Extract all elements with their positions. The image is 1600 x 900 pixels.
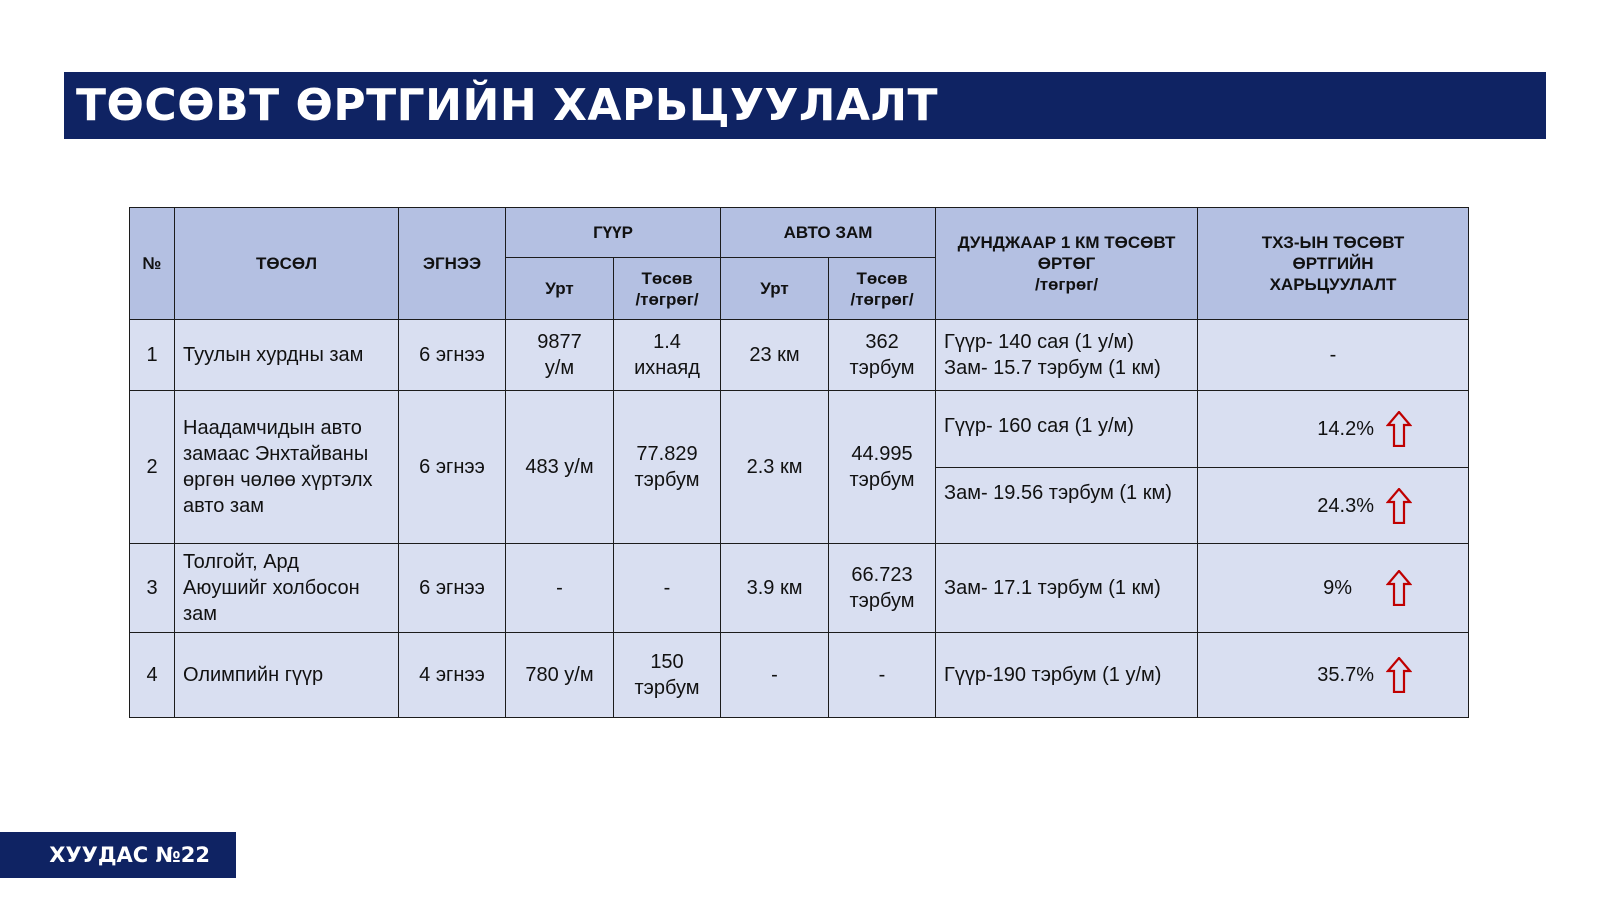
header-bridge-budget: Төсөв /төгрөг/ <box>614 258 721 320</box>
row-road-length: 23 км <box>721 320 829 391</box>
row-project: Наадамчидын авто замаас Энхтайваны өргөн чөлөө хүртэлх авто зам <box>175 391 399 544</box>
row-comparison-bridge: 14.2% <box>1198 391 1469 468</box>
row-no: 1 <box>130 320 175 391</box>
header-bridge-length: Урт <box>506 258 614 320</box>
header-road: АВТО ЗАМ <box>721 208 936 258</box>
row-road-budget: 362 тэрбум <box>829 320 936 391</box>
cost-comparison-table <box>129 207 1469 718</box>
header-road-length: Урт <box>721 258 829 320</box>
row-bridge-length: 9877 у/м <box>506 320 614 391</box>
row-lanes: 6 эгнээ <box>399 391 506 544</box>
table-row <box>130 633 1469 718</box>
row-comparison: 9% <box>1198 544 1469 633</box>
row-comparison: 35.7% <box>1198 633 1469 718</box>
row-avg-cost-bridge: Гүүр- 160 сая (1 у/м) <box>936 391 1198 468</box>
row-project: Туулын хурдны зам <box>175 320 399 391</box>
header-bridge: ГҮҮР <box>506 208 721 258</box>
up-arrow-outline-icon <box>1386 657 1412 693</box>
table-row <box>130 544 1469 633</box>
row-comparison: - <box>1198 320 1469 391</box>
row-road-length: 3.9 км <box>721 544 829 633</box>
header-project: ТӨСӨЛ <box>175 208 399 320</box>
header-lanes: ЭГНЭЭ <box>399 208 506 320</box>
row-avg-cost: Гүүр- 140 сая (1 у/м) Зам- 15.7 тэрбум (1 км) <box>936 320 1198 391</box>
page-number: ХУУДАС №22 <box>49 843 210 867</box>
row-road-budget: - <box>829 633 936 718</box>
row-lanes: 6 эгнээ <box>399 544 506 633</box>
row-comparison-road: 24.3% <box>1198 468 1469 544</box>
row-bridge-budget: 150 тэрбум <box>614 633 721 718</box>
table-row <box>130 320 1469 391</box>
row-bridge-length: 780 у/м <box>506 633 614 718</box>
page-title: ТӨСӨВТ ӨРТГИЙН ХАРЬЦУУЛАЛТ <box>76 80 939 131</box>
up-arrow-outline-icon <box>1386 411 1412 447</box>
row-project: Толгойт, Ард Аюушийг холбосон зам <box>175 544 399 633</box>
row-no: 2 <box>130 391 175 544</box>
row-bridge-length: - <box>506 544 614 633</box>
row-bridge-length: 483 у/м <box>506 391 614 544</box>
row-bridge-budget: 77.829 тэрбум <box>614 391 721 544</box>
row-bridge-budget: 1.4 ихнаяд <box>614 320 721 391</box>
header-road-budget: Төсөв /төгрөг/ <box>829 258 936 320</box>
header-avg-cost: ДУНДЖААР 1 КМ ТӨСӨВТ ӨРТӨГ /төгрөг/ <box>936 208 1198 320</box>
page-number-tag <box>0 832 236 878</box>
row-lanes: 4 эгнээ <box>399 633 506 718</box>
row-avg-cost: Зам- 17.1 тэрбум (1 км) <box>936 544 1198 633</box>
row-bridge-budget: - <box>614 544 721 633</box>
row-avg-cost: Гүүр-190 тэрбум (1 у/м) <box>936 633 1198 718</box>
header-no: № <box>130 208 175 320</box>
row-project: Олимпийн гүүр <box>175 633 399 718</box>
row-road-length: - <box>721 633 829 718</box>
row-road-length: 2.3 км <box>721 391 829 544</box>
row-lanes: 6 эгнээ <box>399 320 506 391</box>
row-avg-cost-road: Зам- 19.56 тэрбум (1 км) <box>936 468 1198 544</box>
row-no: 3 <box>130 544 175 633</box>
up-arrow-outline-icon <box>1386 570 1412 606</box>
up-arrow-outline-icon <box>1386 488 1412 524</box>
header-tkhz-comparison: ТХЗ-ЫН ТӨСӨВТ ӨРТГИЙН ХАРЬЦУУЛАЛТ <box>1198 208 1469 320</box>
table-row <box>130 391 1469 468</box>
row-road-budget: 66.723 тэрбум <box>829 544 936 633</box>
row-road-budget: 44.995 тэрбум <box>829 391 936 544</box>
row-no: 4 <box>130 633 175 718</box>
title-bar <box>64 72 1546 139</box>
